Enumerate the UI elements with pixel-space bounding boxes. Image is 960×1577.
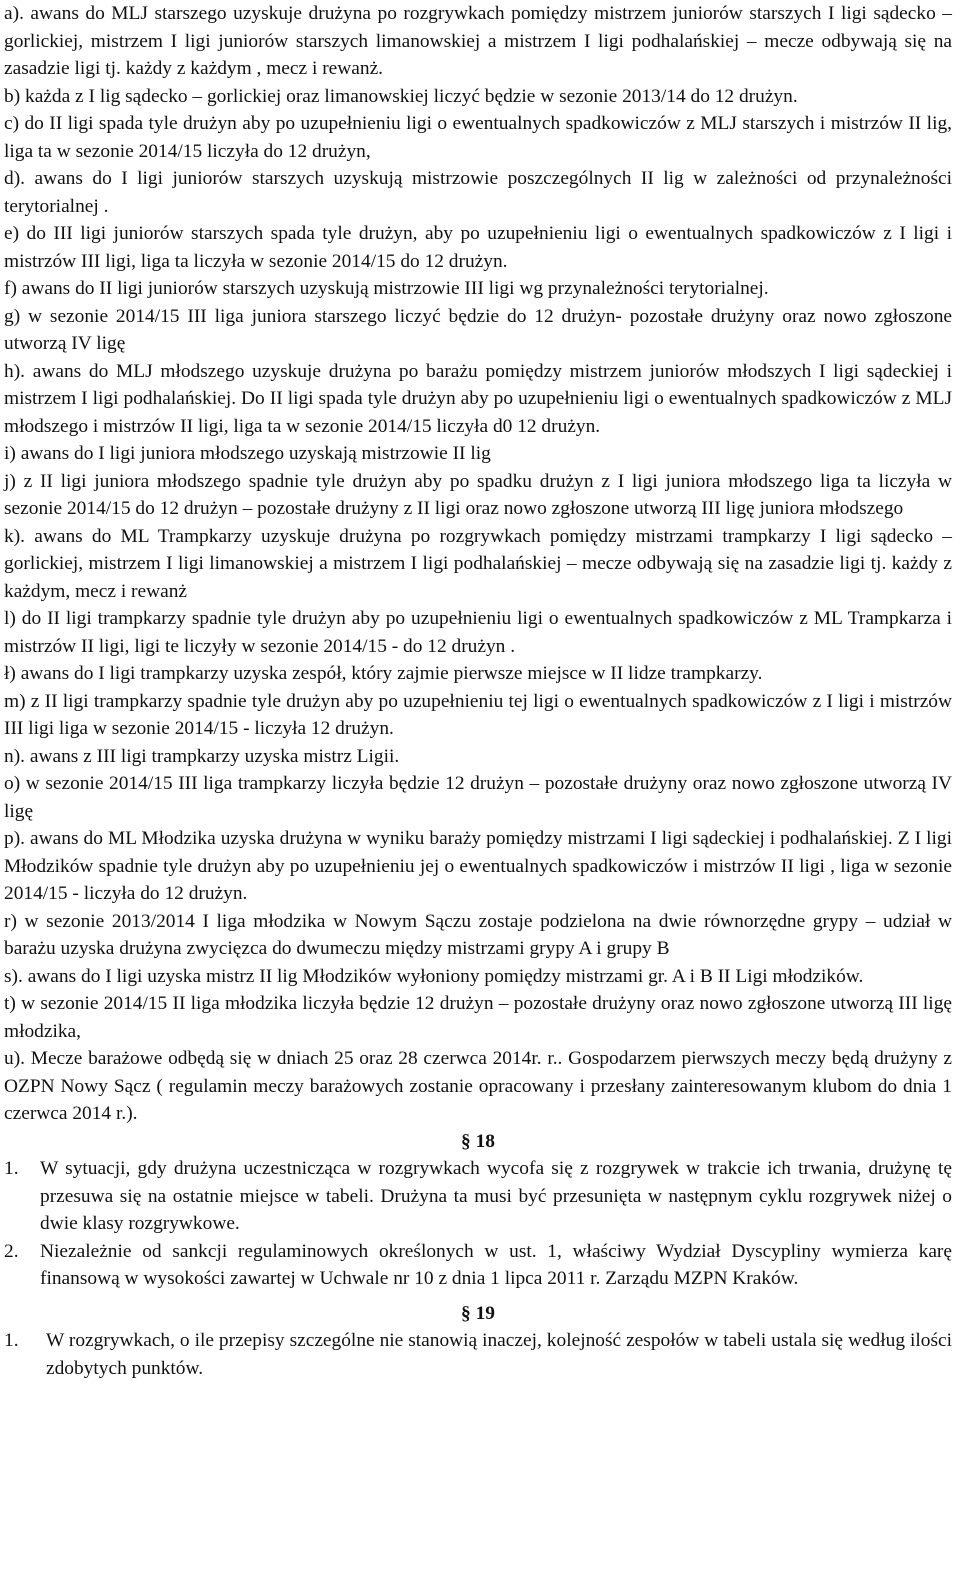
paragraph-g: g) w sezonie 2014/15 III liga juniora starszego liczyć będzie do 12 drużyn- pozostałe drużyny oraz nowo zgłoszone utworzą IV ligę	[4, 305, 952, 354]
paragraph-m: m) z II ligi trampkarzy spadnie tyle drużyn aby po uzupełnieniu tej ligi o ewentualnych spadkowiczów z I ligi i mistrzów III ligi liga w sezonie 2014/15 - liczyła 12 drużyn.	[4, 690, 952, 739]
section-18-heading: § 18	[461, 1130, 495, 1152]
section-18-item-1-text: W sytuacji, gdy drużyna uczestnicząca w rozgrywkach wycofa się z rozgrywek w trakcie ich trwania, drużynę tę przesuwa się na ostatnie miejsce w tabeli. Drużyna ta musi być przesunięta w następnym cyklu rozgrywek niżej o dwie klasy rozgrywkowe.	[40, 1158, 952, 1234]
paragraph-n: n). awans z III ligi trampkarzy uzyska mistrz Ligii.	[4, 745, 400, 767]
paragraph-p: p). awans do ML Młodzika uzyska drużyna w wyniku baraży pomiędzy mistrzami I ligi sądeckiej i podhalańskiej. Z I ligi Młodzików spadnie tyle drużyn aby po uzupełnieniu jej o ewentualnych spadkowiczów i mistrzów II ligi , liga w sezonie 2014/15 - liczyła do 12 drużyn.	[4, 828, 952, 904]
section-19-item-1-text: W rozgrywkach, o ile przepisy szczególne nie stanowią inaczej, kolejność zespołów w tabeli ustala się według ilości zdobytych punktów.	[46, 1330, 952, 1379]
paragraph-d: d). awans do I ligi juniorów starszych uzyskują mistrzowie poszczególnych II lig w zależności od przynależności terytorialnej .	[4, 168, 952, 217]
paragraph-t: t) w sezonie 2014/15 II liga młodzika liczyła będzie 12 drużyn – pozostałe drużyny oraz nowo zgłoszone utworzą III ligę młodzika,	[4, 993, 952, 1042]
paragraph-b: b) każda z I lig sądecko – gorlickiej oraz limanowskiej liczyć będzie w sezonie 2013/14 do 12 drużyn.	[4, 85, 798, 107]
paragraph-i: i) awans do I ligi juniora młodszego uzyskają mistrzowie II lig	[4, 443, 491, 464]
section-19-item-1	[4, 1327, 952, 1382]
paragraph-j: j) z II ligi juniora młodszego spadnie tyle drużyn aby po spadku drużyn z I ligi juniora młodszego liga ta liczyła w sezonie 2014/15 do 12 drużyn – pozostałe drużyny z II ligi oraz nowo zgłoszone utworzą III ligę juniora młodszego	[4, 470, 952, 519]
paragraph-h: h). awans do MLJ młodszego uzyskuje drużyna po barażu pomiędzy mistrzem juniorów młodszych I ligi sądeckiej i mistrzem I ligi podhalańskiej. Do II ligi spada tyle drużyn aby po uzupełnieniu ligi o ewentualnych spadkowiczów z MLJ młodszego i mistrzów II ligi, liga ta w sezonie 2014/15 liczyła d0 12 drużyn.	[4, 360, 952, 437]
paragraph-l-stroke: ł) awans do I ligi trampkarzy uzyska zespół, który zajmie pierwsze miejsce w II lidze trampkarzy.	[4, 663, 763, 684]
paragraph-e: e) do III ligi juniorów starszych spada tyle drużyn, aby po uzupełnieniu ligi o ewentualnych spadkowiczów z I ligi i mistrzów III ligi, liga ta liczyła w sezonie 2014/15 do 12 drużyn.	[4, 223, 952, 272]
document-page	[4, 0, 952, 1382]
section-19-heading: § 19	[461, 1302, 495, 1324]
section-18-item-1-number: 1.	[4, 1158, 19, 1179]
paragraph-c: c) do II ligi spada tyle drużyn aby po uzupełnieniu ligi o ewentualnych spadkowiczów z MLJ starszych i mistrzów II lig, liga ta w sezonie 2014/15 liczyła do 12 drużyn,	[4, 113, 952, 162]
paragraph-l: l) do II ligi trampkarzy spadnie tyle drużyn aby po uzupełnieniu ligi o ewentualnych spadkowiczów z ML Trampkarza i mistrzów II ligi, ligi te liczyły w sezonie 2014/15 - do 12 drużyn .	[4, 608, 952, 657]
paragraph-r: r) w sezonie 2013/2014 I liga młodzika w Nowym Sączu zostaje podzielona na dwie równorzędne grypy – udział w barażu uzyska drużyna zwycięzca do dwumeczu między mistrzami grypy A i grupy B	[4, 910, 952, 959]
section-18-item-2-text: Niezależnie od sankcji regulaminowych określonych w ust. 1, właściwy Wydział Dyscypliny wymierza karę finansową w wysokości zawartej w Uchwale nr 10 z dnia 1 lipca 2011 r. Zarządu MZPN Kraków.	[40, 1240, 952, 1289]
section-18-item-1	[4, 1155, 952, 1238]
paragraph-o: o) w sezonie 2014/15 III liga trampkarzy liczyła będzie 12 drużyn – pozostałe drużyny oraz nowo zgłoszone utworzą IV ligę	[4, 773, 952, 822]
section-19-item-1-number: 1.	[4, 1330, 19, 1351]
paragraph-s: s). awans do I ligi uzyska mistrz II lig Młodzików wyłoniony pomiędzy mistrzami gr. A i B II Ligi młodzików.	[4, 965, 864, 987]
section-18-item-2-number: 2.	[4, 1240, 19, 1262]
paragraph-f: f) awans do II ligi juniorów starszych uzyskują mistrzowie III ligi wg przynależności terytorialnej.	[4, 278, 769, 299]
section-18-item-2	[4, 1238, 952, 1293]
paragraph-u: u). Mecze barażowe odbędą się w dniach 25 oraz 28 czerwca 2014r. r.. Gospodarzem pierwszych meczy będą drużyny z OZPN Nowy Sącz ( regulamin meczy barażowych zostanie opracowany i przesłany zainteresowanym klubom do dnia 1 czerwca 2014 r.).	[4, 1048, 952, 1124]
paragraph-a: a). awans do MLJ starszego uzyskuje drużyna po rozgrywkach pomiędzy mistrzem juniorów starszych I ligi sądecko – gorlickiej, mistrzem I ligi juniorów starszych limanowskiej a mistrzem I ligi podhalańskiej – mecze odbywają się na zasadzie ligi tj. każdy z każdym , mecz i rewanż.	[4, 3, 952, 79]
paragraph-k: k). awans do ML Trampkarzy uzyskuje drużyna po rozgrywkach pomiędzy mistrzami trampkarzy I ligi sądecko – gorlickiej, mistrzem I ligi limanowskiej a mistrzem I ligi podhalańskiej – mecze odbywają się na zasadzie ligi tj. każdy z każdym, mecz i rewanż	[4, 525, 952, 602]
